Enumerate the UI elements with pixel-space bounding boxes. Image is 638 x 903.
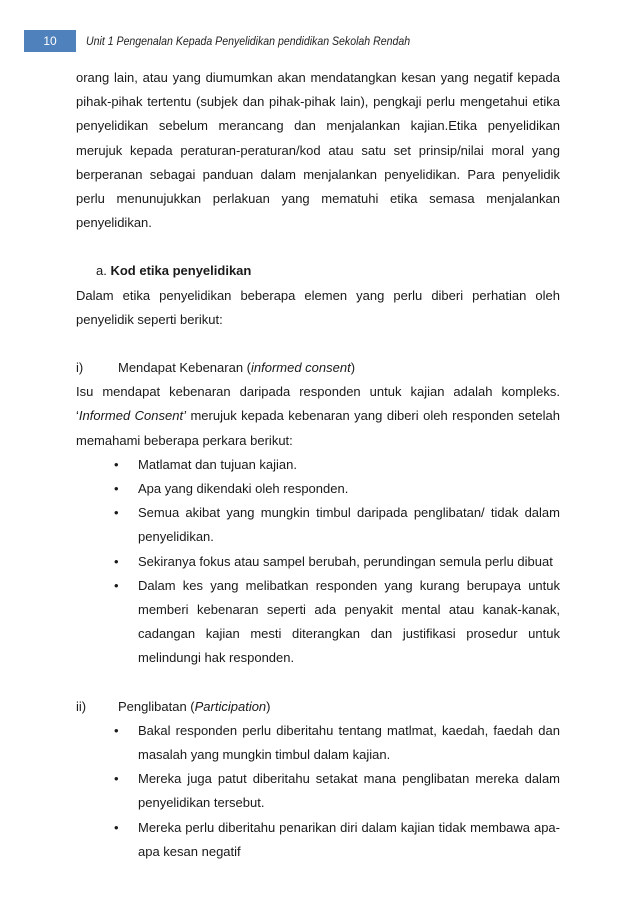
list-item: • Mereka perlu diberitahu penarikan diri dalam kajian tidak membawa apa-apa kesan negatif <box>76 816 560 864</box>
bullet-icon: • <box>114 819 119 835</box>
bullet-icon: • <box>114 577 119 593</box>
bullet-icon: • <box>114 456 119 472</box>
list-item: • Mereka juga patut diberitahu setakat mana penglibatan mereka dalam penyelidikan tersebut. <box>76 767 560 815</box>
item-i-heading <box>76 356 560 380</box>
intro-paragraph: orang lain, atau yang diumumkan akan mendatangkan kesan yang negatif kepada pihak-pihak tertentu (subjek dan pihak-pihak lain), pengkaji perlu mengetahui etika penyelidikan sebelum merancang dan menjalankan kajian.Etika penyelidikan merujuk kepada peraturan-peraturan/kod atau satu set prinsip/nilai moral yang berperanan sebagai panduan dalam menjalankan penyelidikan. Para penyelidik perlu menunujukkan perlakuan yang mematuhi etika semasa menjalankan penyelidikan. <box>76 70 560 231</box>
item-i-title: Mendapat Kebenaran (informed consent) <box>118 360 356 376</box>
item-i-bullet-list <box>76 453 560 671</box>
list-item: • Bakal responden perlu diberitahu tentang matlmat, kaedah, faedah dan masalah yang mungkin timbul dalam kajian. <box>76 719 560 767</box>
item-i-paragraph: Isu mendapat kebenaran daripada responden untuk kajian adalah kompleks. ‘Informed Consent’ merujuk kepada kebenaran yang diberi oleh responden setelah memahami beberapa perkara berikut: <box>76 384 560 448</box>
bullet-icon: • <box>114 505 119 521</box>
bullet-icon: • <box>114 722 119 738</box>
list-item: • Apa yang dikendaki oleh responden. <box>76 477 560 501</box>
list-item: • Dalam kes yang melibatkan responden yang kurang berupaya untuk memberi kebenaran seperti ada penyakit mental atau kanak-kanak, cadangan kajian mesti diterangkan dan justifikasi prosedur untuk melindungi hak responden. <box>76 574 560 671</box>
item-ii-number: ii) <box>76 698 87 714</box>
section-a-intro: Dalam etika penyelidikan beberapa elemen yang perlu diberi perhatian oleh penyelidik seperti berikut: <box>76 287 560 327</box>
section-a-marker: a. <box>96 263 107 279</box>
page-body <box>76 66 560 864</box>
bullet-icon: • <box>114 481 119 497</box>
bullet-icon: • <box>114 553 119 569</box>
item-ii-bullet-list <box>76 719 560 864</box>
list-item: • Semua akibat yang mungkin timbul daripada penglibatan/ tidak dalam penyelidikan. <box>76 501 560 549</box>
item-i-number: i) <box>76 360 84 376</box>
bullet-icon: • <box>114 771 119 787</box>
item-ii-title: Penglibatan (Participation) <box>118 698 271 714</box>
list-item: • Sekiranya fokus atau sampel berubah, perundingan semula perlu dibuat <box>76 550 560 574</box>
page-header <box>24 30 454 52</box>
section-a-heading <box>76 259 560 283</box>
running-header-title: Unit 1 Pengenalan Kepada Penyelidikan pendidikan Sekolah Rendah <box>86 34 411 48</box>
item-ii-heading <box>76 695 560 719</box>
page-number: 10 <box>24 30 76 52</box>
list-item: • Matlamat dan tujuan kajian. <box>76 453 560 477</box>
section-a-title: Kod etika penyelidikan <box>110 263 252 279</box>
